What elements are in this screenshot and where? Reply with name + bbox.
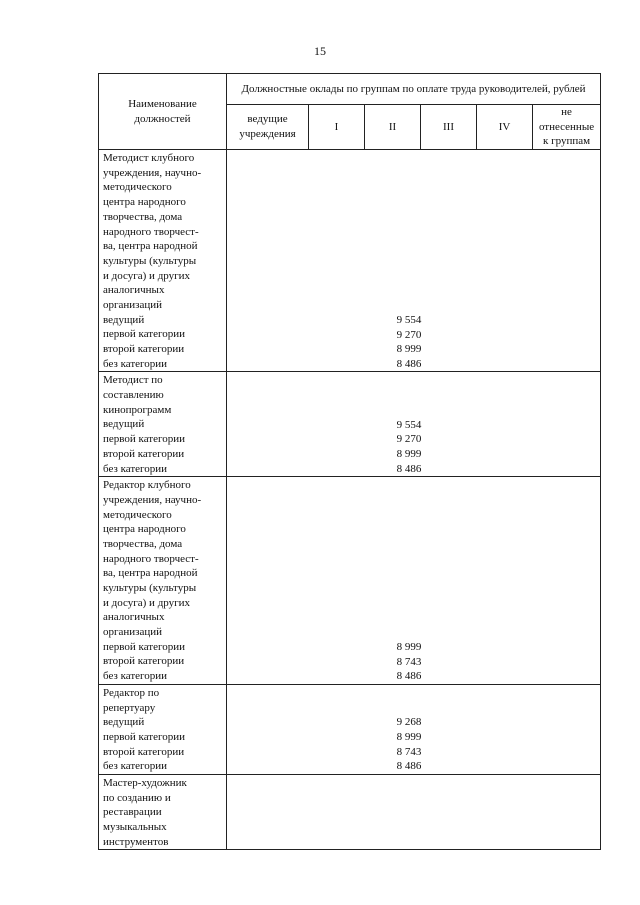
header-group-leading: ведущие учреждения	[227, 105, 309, 150]
position-title-line: Методист клубного	[103, 152, 195, 165]
category-label: без категории	[103, 760, 168, 773]
table-row	[99, 150, 601, 372]
position-title-line: Редактор клубного	[103, 479, 191, 492]
salary-value: 8 999	[396, 447, 422, 460]
position-name-cell	[99, 477, 227, 685]
salary-value: 8 486	[396, 462, 422, 475]
salary-value: 8 999	[396, 640, 422, 653]
category-label: без категории	[103, 357, 168, 370]
table-row	[99, 477, 601, 685]
header-position-name: Наименование должностей	[99, 74, 227, 150]
salary-value: 8 999	[396, 730, 422, 743]
position-title-line: культуры (культуры	[103, 254, 197, 267]
header-group-4: IV	[477, 105, 533, 150]
position-title-line: музыкальных	[103, 821, 167, 834]
position-title-line: репертуару	[103, 701, 156, 714]
salary-value: 9 270	[396, 433, 422, 446]
salary-value: 8 486	[396, 357, 422, 370]
position-title-line: по созданию и	[103, 791, 171, 804]
salary-value: 8 999	[396, 343, 422, 356]
category-label: без категории	[103, 462, 168, 475]
position-title-line: Редактор по	[103, 686, 160, 699]
position-title-line: творчества, дома	[103, 210, 183, 223]
position-title-line: методического	[103, 508, 172, 521]
position-name-cell	[99, 684, 227, 774]
salary-values-cell	[227, 684, 601, 774]
header-group-2: II	[365, 105, 421, 150]
position-name-cell	[99, 150, 227, 372]
position-title-line: и досуга) и других	[103, 596, 191, 609]
salary-value: 9 554	[396, 418, 422, 431]
salary-value: 8 486	[396, 760, 422, 773]
salary-value: 9 554	[396, 313, 422, 326]
position-title-line: составлению	[103, 389, 164, 402]
salary-value: 8 486	[396, 670, 422, 683]
category-label: ведущий	[103, 418, 145, 431]
category-label: первой категории	[103, 433, 186, 446]
salary-values-cell	[227, 372, 601, 477]
position-title-line: учреждения, научно-	[103, 166, 202, 179]
salary-table	[98, 73, 601, 850]
table-row	[99, 372, 601, 477]
salary-values-cell	[227, 774, 601, 849]
position-title-line: аналогичных	[103, 284, 165, 297]
salary-value: 8 743	[396, 745, 422, 758]
position-title-line: методического	[103, 181, 172, 194]
category-label: первой категории	[103, 328, 186, 341]
category-label: второй категории	[103, 745, 185, 758]
category-label: без категории	[103, 670, 168, 683]
page-number: 15	[314, 44, 326, 58]
salary-value: 8 743	[396, 655, 422, 668]
position-title-line: народного творчест-	[103, 225, 199, 238]
position-title-line: организаций	[103, 298, 163, 311]
salary-values-cell	[227, 150, 601, 372]
position-name-cell	[99, 372, 227, 477]
category-label: второй категории	[103, 343, 185, 356]
salary-value: 9 270	[396, 328, 422, 341]
table-body	[99, 150, 601, 850]
position-title-line: реставрации	[103, 806, 162, 819]
position-title-line: культуры (культуры	[103, 582, 197, 595]
header-group-1: I	[309, 105, 365, 150]
position-title-line: и досуга) и других	[103, 269, 191, 282]
category-label: второй категории	[103, 655, 185, 668]
header-group-unassigned: не отнесенные к группам	[533, 105, 601, 150]
header-group-3: III	[421, 105, 477, 150]
position-title-line: кинопрограмм	[103, 403, 172, 416]
position-title-line: центра народного	[103, 196, 186, 209]
table-row	[99, 774, 601, 849]
category-label: ведущий	[103, 716, 145, 729]
position-title-line: Мастер-художник	[103, 776, 187, 789]
table-row	[99, 684, 601, 774]
category-label: ведущий	[103, 313, 145, 326]
category-label: второй категории	[103, 447, 185, 460]
position-title-line: Методист по	[103, 374, 163, 387]
position-title-line: инструментов	[103, 835, 169, 848]
position-title-line: аналогичных	[103, 611, 165, 624]
salary-values-cell	[227, 477, 601, 685]
position-title-line: творчества, дома	[103, 537, 183, 550]
position-name-cell	[99, 774, 227, 849]
position-title-line: ва, центра народной	[103, 240, 198, 253]
position-title-line: учреждения, научно-	[103, 493, 202, 506]
position-title-line: организаций	[103, 626, 163, 639]
header-group-caption: Должностные оклады по группам по оплате труда руководителей, рублей	[227, 74, 601, 105]
position-title-line: центра народного	[103, 523, 186, 536]
salary-value: 9 268	[396, 716, 422, 729]
position-title-line: народного творчест-	[103, 552, 199, 565]
category-label: первой категории	[103, 640, 186, 653]
category-label: первой категории	[103, 730, 186, 743]
position-title-line: ва, центра народной	[103, 567, 198, 580]
